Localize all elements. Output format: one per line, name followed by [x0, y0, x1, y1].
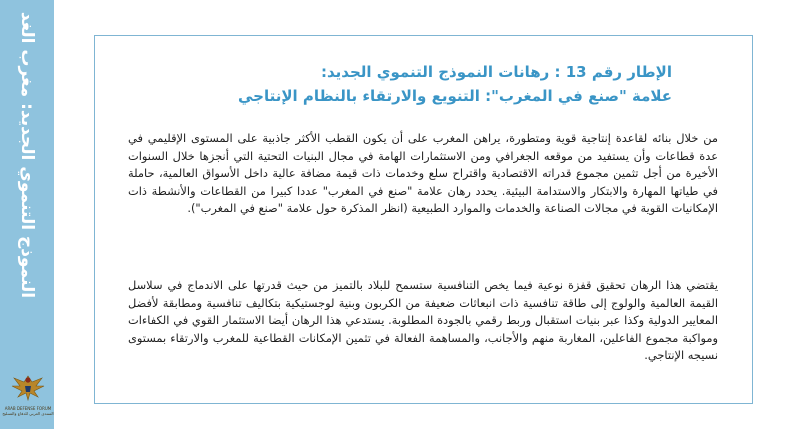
eagle-emblem-icon	[10, 370, 46, 406]
paragraph-1: من خلال بنائه لقاعدة إنتاجية قوية ومتطورة، يراهن المغرب على أن يكون القطب الأكثر جاذبية على المستوى الإقليمي في عدة قطاعات وأن يستفيد من موقعه الجغرافي ومن الاستثمارات الهامة في مجال البنيات التحتية التي أنجزها خلال السنوات الأخيرة من أجل تثمين مجموع قدراته الاقتصادية واقتراح سلع وخدمات ذات قيمة مضافة عالية داخل الأسواق العالمية، حاملة في طياتها المهارة والابتكار والاستدامة البيئية. يحدد رهان علامة "صنع في المغرب" عددا كبيرا من القطاعات والأنشطة ذات الإمكانيات القوية في مجالات الصناعة والخدمات والموارد الطبيعية (انظر المذكرة حول علامة "صنع في المغرب").	[128, 131, 718, 216]
sidebar-title: النموذج التنموي الجديد: مغرب الغد	[17, 11, 37, 299]
framework-box	[94, 35, 753, 404]
logo-subtitle: المنتدى العربي للدفاع والتسليح	[2, 411, 54, 416]
logo-name: ARAB DEFENSE FORUM	[4, 406, 52, 411]
heading-line-2: علامة "صنع في المغرب": التنويع والارتقاء بالنظام الإنتاجي	[237, 87, 672, 105]
framework-heading	[192, 60, 672, 108]
paragraph-2: يقتضي هذا الرهان تحقيق قفزة نوعية فيما يخص التنافسية ستسمح للبلاد بالتميز من حيث قدرتها على الاندماج في سلاسل القيمة العالمية والولوج إلى طاقة تنافسية ذات انبعاثات ضعيفة من الكربون وبنية لوجستيكية بتكاليف تنافسية ومطابقة لأفضل المعايير الدولية وكذا عبر بنيات استقبال وربط رقمي بالجودة المطلوبة. يستدعي هذا الرهان أيضا الاستثمار القوي في الكفاءات ومواكبة مجموع الفاعلين، المغاربة منهم والأجانب، والمساهمة الفعالة في تثمين الإمكانات القطاعية للمغرب والارتقاء بمستوى نسيجه الإنتاجي.	[128, 278, 718, 363]
heading-line-1: الإطار رقم 13 : رهانات النموذج التنموي الجديد:	[320, 63, 672, 81]
publisher-logo	[2, 370, 54, 426]
sidebar-title-wrap	[0, 0, 54, 310]
sidebar-band	[0, 0, 54, 429]
